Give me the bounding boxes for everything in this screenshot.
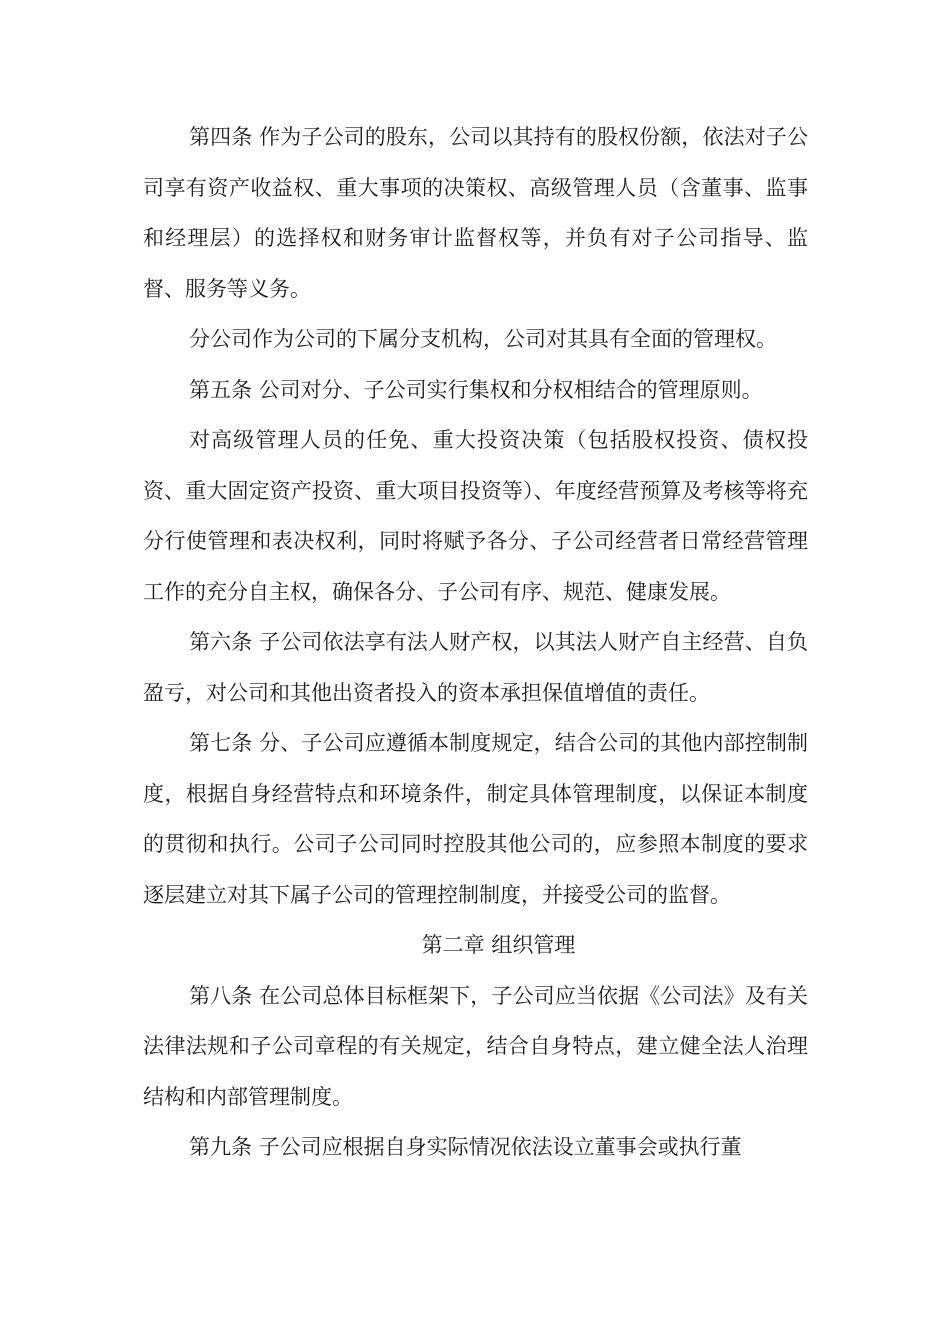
article-9-paragraph: 第九条 子公司应根据自身实际情况依法设立董事会或执行董 <box>189 1135 742 1159</box>
chapter-heading: 第二章 组织管理 <box>421 933 576 957</box>
article-4-paragraph: 第四条 作为子公司的股东，公司以其持有的股权份额，依法对子公司享有资产收益权、重大事项的决策权、高级管理人员（含董事、监事和经理层）的选择权和财务审计监督权等，并负有对子公司指导、监督、服务等义务。 <box>143 125 808 301</box>
article-6-paragraph: 第六条 子公司依法享有法人财产权，以其法人财产自主经营、自负盈亏，对公司和其他出资者投入的资本承担保值增值的责任。 <box>143 630 808 705</box>
branch-management-paragraph: 分公司作为公司的下属分支机构，公司对其具有全面的管理权。 <box>189 327 777 351</box>
article-7-paragraph: 第七条 分、子公司应遵循本制度规定，结合公司的其他内部控制制度，根据自身经营特点和环境条件，制定具体管理制度，以保证本制度的贯彻和执行。公司子公司同时控股其他公司的，应参照本制度的要求逐层建立对其下属子公司的管理控制制度，并接受公司的监督。 <box>143 731 808 907</box>
document-page <box>143 112 808 1173</box>
centralization-paragraph: 对高级管理人员的任免、重大投资决策（包括股权投资、债权投资、重大固定资产投资、重大项目投资等）、年度经营预算及考核等将充分行使管理和表决权利，同时将赋予各分、子公司经营者日常经营管理工作的充分自主权，确保各分、子公司有序、规范、健康发展。 <box>143 428 808 604</box>
article-5-paragraph: 第五条 公司对分、子公司实行集权和分权相结合的管理原则。 <box>189 377 763 402</box>
article-8-paragraph: 第八条 在公司总体目标框架下，子公司应当依据《公司法》及有关法律法规和子公司章程的有关规定，结合自身特点，建立健全法人治理结构和内部管理制度。 <box>143 983 808 1109</box>
